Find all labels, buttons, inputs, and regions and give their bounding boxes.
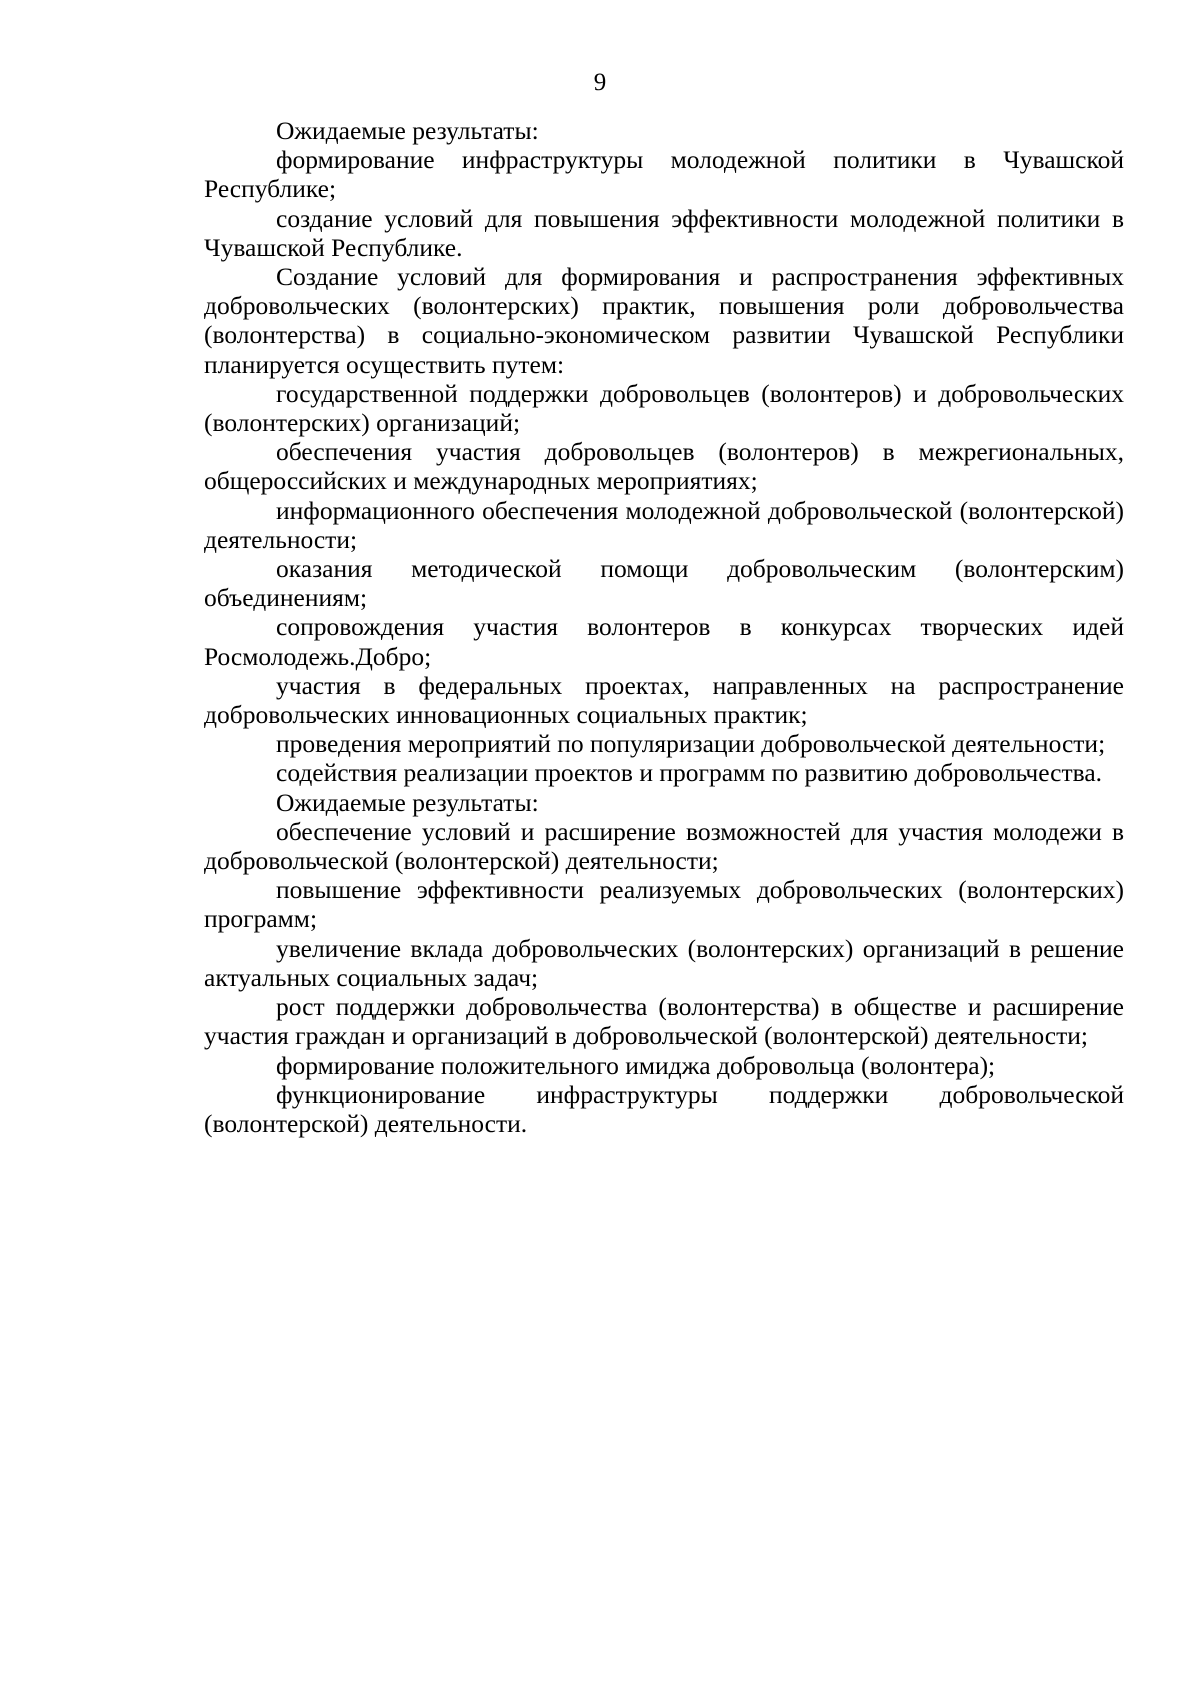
page-number: 9 — [593, 69, 607, 96]
paragraph: Ожидаемые результаты: — [276, 116, 539, 145]
paragraph: формирование положительного имиджа добровольца (волонтера); — [276, 1050, 996, 1080]
paragraph: оказания методической помощи добровольческим (волонтерским) объединениям; — [204, 554, 1124, 613]
paragraph: Создание условий для формирования и распространения эффективных добровольческих (волонтерских) практик, повышения роли добровольчества (волонтерства) в социально-экономическом развитии Чувашской Республики планируется осуществить путем: — [204, 262, 1124, 379]
paragraph: участия в федеральных проектах, направленных на распространение добровольческих инновационных социальных практик; — [204, 670, 1124, 730]
paragraph: создание условий для повышения эффективности молодежной политики в Чувашской Республике. — [204, 203, 1124, 262]
paragraph: содействия реализации проектов и программ по развитию добровольчества. — [276, 758, 1103, 788]
paragraph: рост поддержки добровольчества (волонтерства) в обществе и расширение участия граждан и организаций в добровольческой (волонтерской) деятельности; — [204, 992, 1124, 1051]
paragraph: повышение эффективности реализуемых добровольческих (волонтерских) программ; — [204, 875, 1124, 934]
paragraph: увеличение вклада добровольческих (волонтерских) организаций в решение актуальных социальных задач; — [204, 933, 1124, 992]
paragraph: формирование инфраструктуры молодежной политики в Чувашской Республике; — [204, 145, 1124, 204]
document-body — [204, 116, 1124, 1138]
paragraph: сопровождения участия волонтеров в конкурсах творческих идей Росмолодежь.Добро; — [204, 612, 1124, 671]
paragraph: информационного обеспечения молодежной добровольческой (волонтерской) деятельности; — [204, 495, 1124, 554]
paragraph: государственной поддержки добровольцев (волонтеров) и добровольческих (волонтерских) организаций; — [204, 378, 1124, 438]
paragraph: обеспечения участия добровольцев (волонтеров) в межрегиональных, общероссийских и международных мероприятиях; — [204, 437, 1124, 496]
paragraph: функционирование инфраструктуры поддержки добровольческой (волонтерской) деятельности. — [204, 1079, 1124, 1138]
paragraph: обеспечение условий и расширение возможностей для участия молодежи в добровольческой (волонтерской) деятельности; — [204, 816, 1124, 876]
paragraph: проведения мероприятий по популяризации добровольческой деятельности; — [276, 729, 1106, 759]
paragraph: Ожидаемые результаты: — [276, 787, 539, 817]
